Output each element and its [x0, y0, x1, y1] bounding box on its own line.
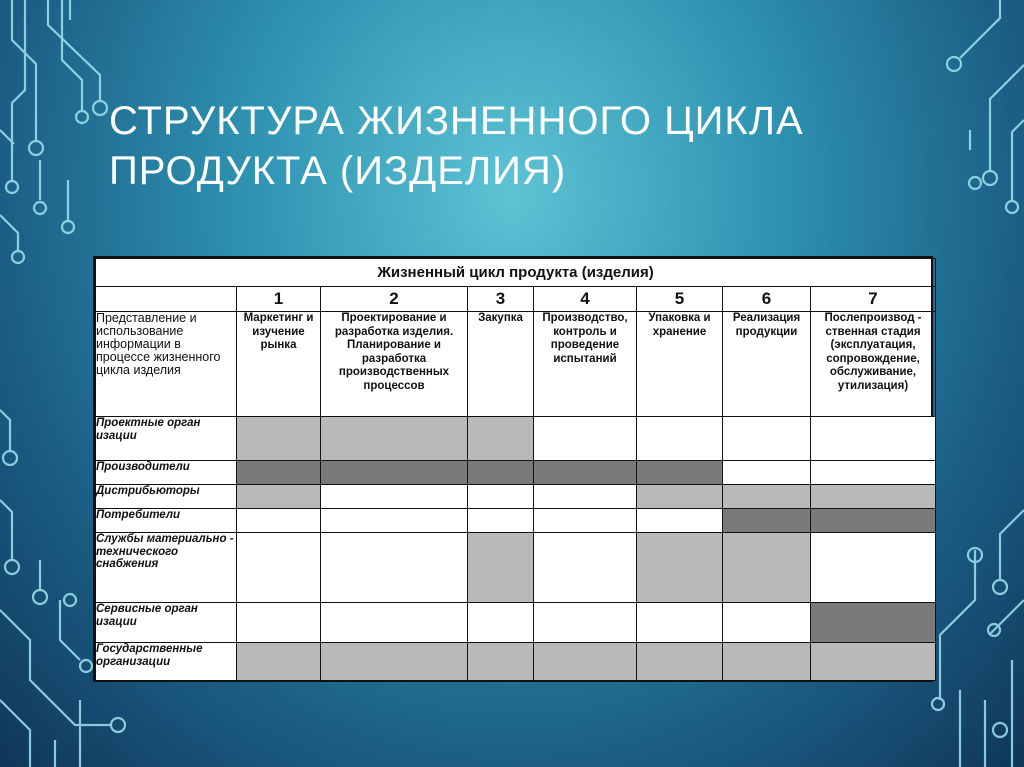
participant-label: Производители [96, 461, 237, 485]
participation-cell [534, 603, 637, 643]
participation-cell [237, 509, 321, 533]
slide-title-line-1: СТРУКТУРА ЖИЗНЕННОГО ЦИКЛА [109, 99, 804, 143]
participation-cell [321, 485, 468, 509]
participation-cell [637, 643, 723, 681]
participation-cell [811, 509, 936, 533]
participation-cell [811, 417, 936, 461]
participation-cell [637, 603, 723, 643]
participation-cell [468, 509, 534, 533]
participation-cell [534, 509, 637, 533]
participant-label: Потребители [96, 509, 237, 533]
participation-cell [811, 603, 936, 643]
participation-cell [811, 643, 936, 681]
stage-number: 2 [321, 287, 468, 312]
table-row [96, 533, 936, 603]
participation-cell [723, 603, 811, 643]
participation-cell [468, 643, 534, 681]
table-row [96, 643, 936, 681]
participation-cell [811, 461, 936, 485]
participation-cell [811, 533, 936, 603]
stage-number: 4 [534, 287, 637, 312]
participation-cell [237, 643, 321, 681]
participation-cell [321, 533, 468, 603]
participation-cell [534, 461, 637, 485]
table-header: Жизненный цикл продукта (изделия) [96, 259, 936, 287]
stage-name: Послепроизвод - ственная стадия (эксплуатация, сопровождение, обслуживание, утилизация) [811, 312, 936, 417]
participation-cell [237, 603, 321, 643]
slide-title-line-2: ПРОДУКТА (ИЗДЕЛИЯ) [109, 149, 567, 193]
stage-number: 6 [723, 287, 811, 312]
stage-name: Проектирование и разработка изделия. Планирование и разработка производственных процессов [321, 312, 468, 417]
stage-name: Производство, контроль и проведение испытаний [534, 312, 637, 417]
participant-label: Службы материально - технического снабжения [96, 533, 237, 603]
participant-label: Проектные орган изации [96, 417, 237, 461]
participation-cell [237, 533, 321, 603]
stage-number: 3 [468, 287, 534, 312]
participation-cell [534, 485, 637, 509]
table-row [96, 509, 936, 533]
participation-cell [723, 533, 811, 603]
participation-cell [723, 509, 811, 533]
table-row [96, 461, 936, 485]
stage-number: 1 [237, 287, 321, 312]
participation-cell [468, 603, 534, 643]
table-row [96, 485, 936, 509]
stage-name: Маркетинг и изучение рынка [237, 312, 321, 417]
stage-name: Закупка [468, 312, 534, 417]
participation-cell [637, 485, 723, 509]
participation-cell [321, 417, 468, 461]
participant-label: Государственные организации [96, 643, 237, 681]
participation-cell [811, 485, 936, 509]
table-row [96, 417, 936, 461]
participation-cell [321, 643, 468, 681]
participation-cell [237, 485, 321, 509]
participation-cell [534, 643, 637, 681]
participation-cell [534, 533, 637, 603]
participation-cell [321, 603, 468, 643]
participation-cell [321, 461, 468, 485]
stage-name: Реализация продукции [723, 312, 811, 417]
participation-cell [637, 533, 723, 603]
lifecycle-table-container [93, 256, 933, 682]
participation-cell [468, 417, 534, 461]
participation-cell [534, 417, 637, 461]
stage-number: 7 [811, 287, 936, 312]
row-header-label: Представление и использование информации в процессе жизненного цикла изделия [96, 312, 237, 417]
participation-cell [637, 417, 723, 461]
table-row [96, 603, 936, 643]
participation-cell [723, 485, 811, 509]
participation-cell [723, 461, 811, 485]
stage-number: 5 [637, 287, 723, 312]
participation-cell [637, 509, 723, 533]
slide-title [109, 96, 909, 196]
empty-corner-cell [96, 287, 237, 312]
stage-name: Упаковка и хранение [637, 312, 723, 417]
participation-cell [637, 461, 723, 485]
participation-cell [237, 461, 321, 485]
lifecycle-table [95, 258, 936, 681]
participation-cell [468, 485, 534, 509]
participation-cell [321, 509, 468, 533]
participant-label: Дистрибьюторы [96, 485, 237, 509]
participation-cell [237, 417, 321, 461]
participation-cell [723, 417, 811, 461]
participation-cell [468, 533, 534, 603]
participation-cell [468, 461, 534, 485]
participation-cell [723, 643, 811, 681]
participant-label: Сервисные орган изации [96, 603, 237, 643]
